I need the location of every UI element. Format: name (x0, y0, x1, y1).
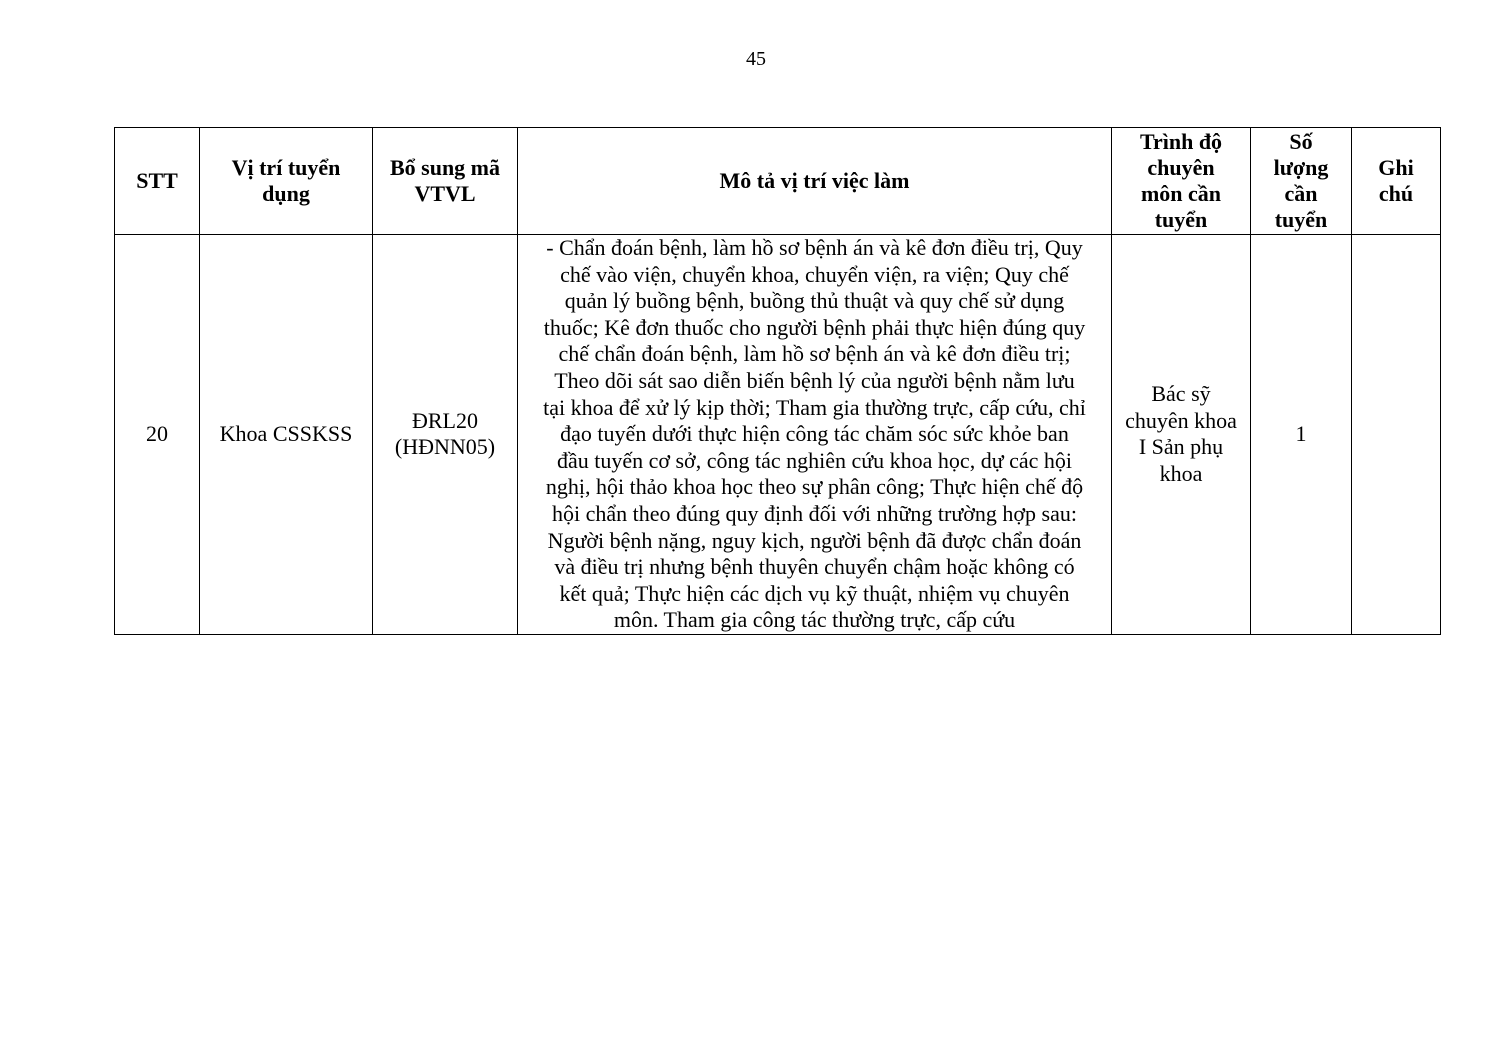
mo-ta-line: và điều trị nhưng bệnh thuyên chuyển chậm hoặc không có (554, 554, 1075, 580)
header-mo-ta: Mô tả vị trí việc làm (518, 128, 1112, 235)
cell-stt: 20 (115, 235, 200, 635)
recruitment-table (114, 127, 1441, 635)
header-line: VTVL (414, 181, 476, 206)
mo-ta-line: Theo dõi sát sao diễn biến bệnh lý của người bệnh nằm lưu (554, 367, 1075, 393)
mo-ta-line: hội chẩn theo đúng quy định đối với những trường hợp sau: (552, 500, 1077, 526)
header-trinh-do (1112, 128, 1251, 235)
header-line: dụng (262, 181, 310, 206)
header-so-luong (1251, 128, 1352, 235)
mo-ta-line: môn. Tham gia công tác thường trực, cấp cứu (613, 607, 1016, 633)
cell-so-luong: 1 (1251, 235, 1352, 635)
cell-line: ĐRL20 (412, 407, 478, 433)
header-line: tuyển (1154, 207, 1208, 232)
cell-line: Bác sỹ (1151, 381, 1211, 407)
header-line: Trình độ (1139, 129, 1223, 154)
header-bo-sung-ma-vtvl (373, 128, 518, 235)
cell-line: I Sản phụ (1138, 434, 1224, 460)
mo-ta-line: chế vào viện, chuyển khoa, chuyển viện, ra viện; Quy chế (560, 261, 1069, 287)
mo-ta-line: kết quả; Thực hiện các dịch vụ kỹ thuật, nhiệm vụ chuyên (559, 580, 1070, 606)
header-vi-tri-tuyen-dung (200, 128, 373, 235)
cell-vi-tri: Khoa CSSKSS (200, 235, 373, 635)
header-line: Vị trí tuyển (231, 155, 341, 180)
cell-line: chuyên khoa (1125, 407, 1237, 433)
page-number: 45 (746, 48, 766, 70)
cell-ma-vtvl (373, 235, 518, 635)
cell-trinh-do (1112, 235, 1251, 635)
cell-ghi-chu (1352, 235, 1441, 635)
header-line: cần (1284, 181, 1318, 206)
cell-line: khoa (1159, 461, 1203, 487)
mo-ta-line: - Chẩn đoán bệnh, làm hồ sơ bệnh án và kê đơn điều trị, Quy (546, 235, 1083, 260)
table-header-row (115, 128, 1441, 235)
mo-ta-line: quản lý buồng bệnh, buồng thủ thuật và quy chế sử dụng (564, 288, 1065, 314)
cell-line: (HĐNN05) (394, 434, 496, 460)
header-line: chú (1378, 181, 1414, 206)
header-line: chuyên (1147, 155, 1215, 180)
cell-mo-ta (518, 235, 1112, 635)
header-line: Số (1289, 129, 1313, 154)
mo-ta-line: nghị, hội thảo khoa học theo sự phân công; Thực hiện chế độ (545, 474, 1084, 500)
header-ghi-chu (1352, 128, 1441, 235)
mo-ta-line: đạo tuyến dưới thực hiện công tác chăm sóc sức khỏe ban (560, 421, 1069, 447)
header-line: môn cần (1140, 181, 1222, 206)
mo-ta-line: thuốc; Kê đơn thuốc cho người bệnh phải thực hiện đúng quy (543, 314, 1086, 340)
mo-ta-line: tại khoa để xử lý kịp thời; Tham gia thường trực, cấp cứu, chỉ (543, 394, 1086, 420)
mo-ta-line: chế chẩn đoán bệnh, làm hồ sơ bệnh án và kê đơn điều trị; (558, 341, 1071, 367)
header-line: Ghi (1378, 155, 1414, 180)
table-row (115, 235, 1441, 635)
header-line: lượng (1273, 155, 1329, 180)
header-stt: STT (115, 128, 200, 235)
header-line: Bổ sung mã (389, 155, 501, 180)
header-line: tuyển (1274, 207, 1328, 232)
mo-ta-line: Người bệnh nặng, nguy kịch, người bệnh đã được chẩn đoán (547, 527, 1082, 553)
mo-ta-line: đầu tuyến cơ sở, công tác nghiên cứu khoa học, dự các hội (556, 447, 1073, 473)
